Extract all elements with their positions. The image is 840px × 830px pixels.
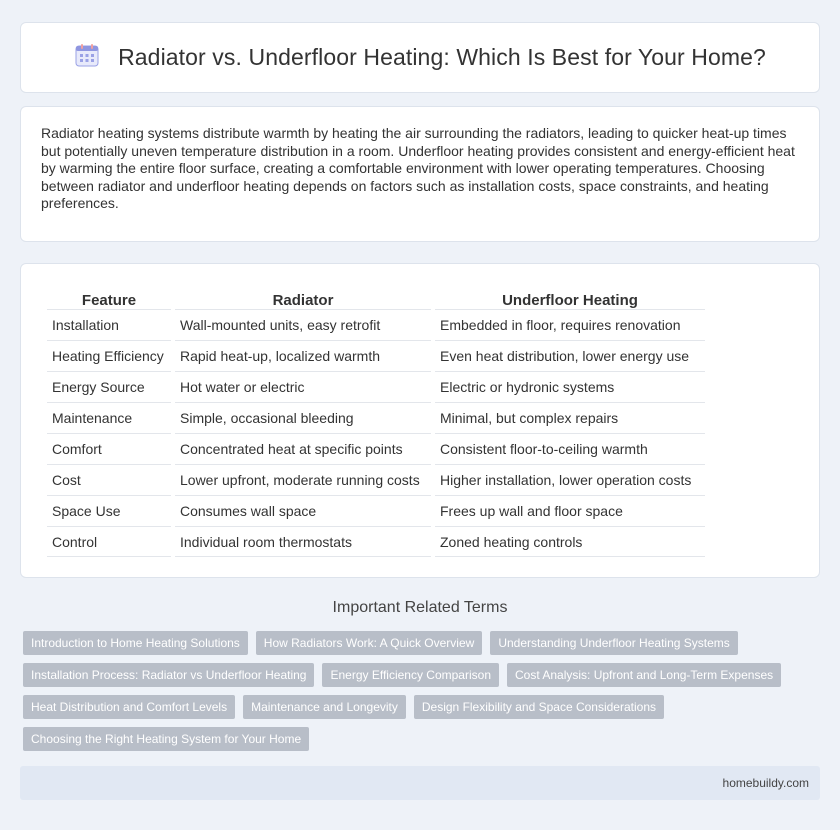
related-term-tag[interactable]: How Radiators Work: A Quick Overview [256, 631, 483, 655]
header-underfloor: Underfloor Heating [502, 292, 638, 309]
radiator-cell: Individual room thermostats [175, 526, 431, 557]
table-row [47, 402, 705, 433]
feature-cell: Energy Source [47, 371, 171, 402]
footer [20, 766, 820, 800]
feature-cell: Installation [47, 309, 171, 340]
feature-cell: Maintenance [47, 402, 171, 433]
underfloor-cell: Even heat distribution, lower energy use [435, 340, 705, 371]
underfloor-cell: Consistent floor-to-ceiling warmth [435, 433, 705, 464]
related-terms-title: Important Related Terms [332, 599, 508, 616]
radiator-cell: Simple, occasional bleeding [175, 402, 431, 433]
header-feature: Feature [81, 292, 137, 309]
table-row [47, 433, 705, 464]
underfloor-cell: Embedded in floor, requires renovation [435, 309, 705, 340]
underfloor-cell: Frees up wall and floor space [435, 495, 705, 526]
table-header-row [47, 283, 705, 309]
comparison-table [43, 283, 709, 557]
related-term-tag[interactable]: Energy Efficiency Comparison [322, 663, 499, 687]
radiator-cell: Concentrated heat at specific points [175, 433, 431, 464]
related-terms-list [23, 631, 813, 759]
table-row [47, 371, 705, 402]
feature-cell: Cost [47, 464, 171, 495]
header-radiator: Radiator [272, 292, 334, 309]
feature-cell: Heating Efficiency [47, 340, 171, 371]
feature-cell: Space Use [47, 495, 171, 526]
radiator-cell: Lower upfront, moderate running costs [175, 464, 431, 495]
related-term-tag[interactable]: Installation Process: Radiator vs Underfloor Heating [23, 663, 314, 687]
table-row [47, 495, 705, 526]
related-term-tag[interactable]: Introduction to Home Heating Solutions [23, 631, 248, 655]
underfloor-cell: Electric or hydronic systems [435, 371, 705, 402]
comparison-card [20, 263, 820, 578]
table-row [47, 464, 705, 495]
header-card [20, 22, 820, 93]
intro-paragraph: Radiator heating systems distribute warmth by heating the air surrounding the radiators, leading to quicker heat-up times but potentially uneven temperature distribution in a room. Underfloor heating provides consistent and energy-efficient heat by warming the entire floor surface, creating a comfortable environment with lower operating temperatures. Choosing between radiator and underfloor heating depends on factors such as installation costs, space constraints, and heating preferences. [41, 125, 795, 212]
calendar-grid-icon [74, 42, 100, 73]
footer-site-link[interactable]: homebuildy.com [722, 776, 809, 790]
feature-cell: Comfort [47, 433, 171, 464]
table-row [47, 340, 705, 371]
table-row [47, 309, 705, 340]
radiator-cell: Rapid heat-up, localized warmth [175, 340, 431, 371]
table-row [47, 526, 705, 557]
related-term-tag[interactable]: Cost Analysis: Upfront and Long-Term Expenses [507, 663, 781, 687]
underfloor-cell: Minimal, but complex repairs [435, 402, 705, 433]
related-term-tag[interactable]: Understanding Underfloor Heating Systems [490, 631, 737, 655]
underfloor-cell: Zoned heating controls [435, 526, 705, 557]
related-term-tag[interactable]: Heat Distribution and Comfort Levels [23, 695, 235, 719]
related-term-tag[interactable]: Maintenance and Longevity [243, 695, 406, 719]
underfloor-cell: Higher installation, lower operation costs [435, 464, 705, 495]
radiator-cell: Hot water or electric [175, 371, 431, 402]
related-term-tag[interactable]: Design Flexibility and Space Considerations [414, 695, 664, 719]
radiator-cell: Wall-mounted units, easy retrofit [175, 309, 431, 340]
radiator-cell: Consumes wall space [175, 495, 431, 526]
intro-card [20, 106, 820, 242]
feature-cell: Control [47, 526, 171, 557]
related-term-tag[interactable]: Choosing the Right Heating System for Your Home [23, 727, 309, 751]
page-title: Radiator vs. Underfloor Heating: Which Is Best for Your Home? [118, 44, 766, 70]
